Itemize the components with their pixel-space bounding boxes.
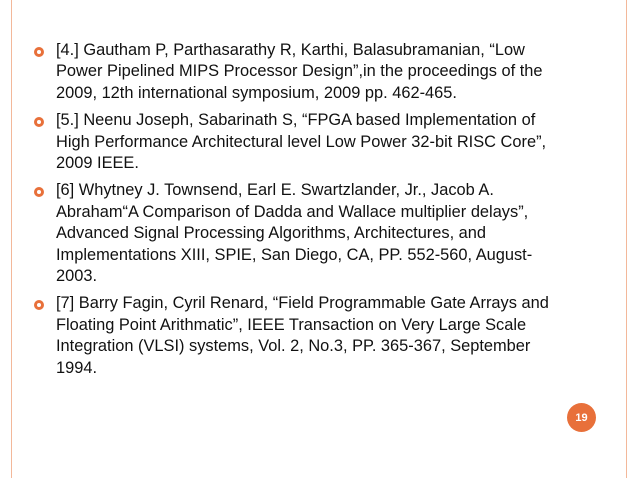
bullet-ring-icon bbox=[34, 117, 44, 127]
slide-border-right bbox=[626, 0, 627, 478]
reference-text: [7] Barry Fagin, Cyril Renard, “Field Programmable Gate Arrays and Floating Point Arithmatic”, IEEE Transaction on Very Large Scale Integration (VLSI) systems, Vol. 2, No.3, PP. 365-367, September 1994. bbox=[56, 294, 549, 377]
bullet-ring-icon bbox=[34, 187, 44, 197]
reference-list bbox=[34, 40, 594, 385]
page-number-badge: 19 bbox=[567, 403, 596, 432]
reference-item bbox=[34, 40, 594, 104]
bullet-ring-icon bbox=[34, 300, 44, 310]
reference-text: [6] Whytney J. Townsend, Earl E. Swartzlander, Jr., Jacob A. Abraham“A Comparison of Dadda and Wallace multiplier delays”, Advanced Signal Processing Algorithms, Architectures, and Implementations XIII, SPIE, San Diego, CA, PP. 552-560, August- 2003. bbox=[56, 181, 533, 286]
reference-item bbox=[34, 180, 594, 287]
slide-border-left bbox=[11, 0, 12, 478]
reference-item bbox=[34, 110, 594, 174]
bullet-ring-icon bbox=[34, 47, 44, 57]
reference-text: [5.] Neenu Joseph, Sabarinath S, “FPGA based Implementation of High Performance Architectural level Low Power 32-bit RISC Core”, 2009 IEEE. bbox=[56, 111, 547, 173]
reference-text: [4.] Gautham P, Parthasarathy R, Karthi, Balasubramanian, “Low Power Pipelined MIPS Processor Design”,in the proceedings of the 2009, 12th international symposium, 2009 pp. 462-465. bbox=[56, 41, 543, 102]
reference-item bbox=[34, 293, 594, 379]
